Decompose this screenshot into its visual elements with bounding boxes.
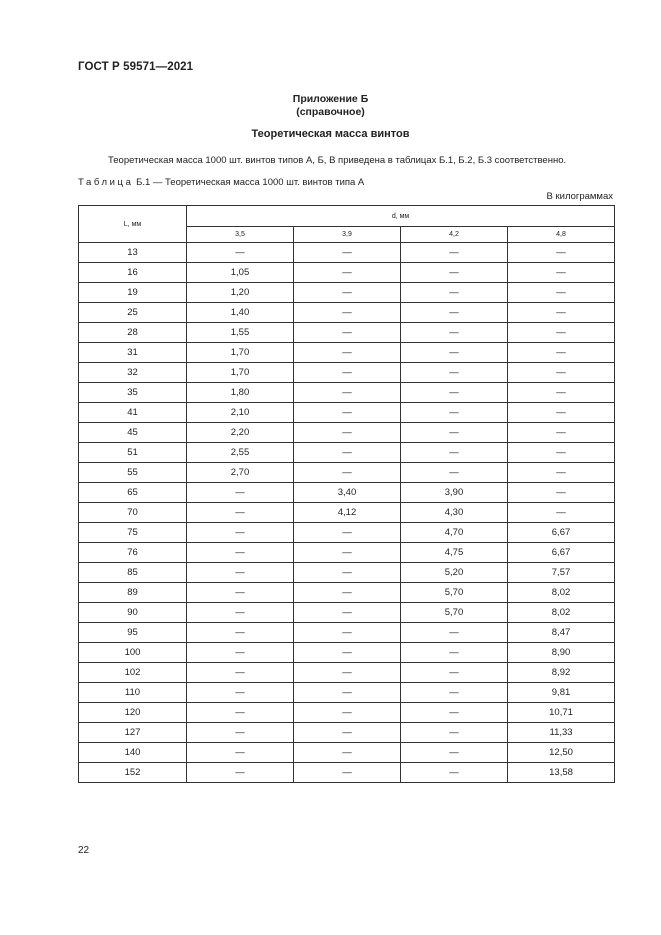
mass-cell: 8,92 bbox=[508, 663, 615, 683]
mass-cell: — bbox=[401, 683, 508, 703]
mass-cell: — bbox=[187, 543, 294, 563]
mass-cell: — bbox=[401, 703, 508, 723]
length-column-header: L, мм bbox=[79, 206, 187, 243]
length-cell: 51 bbox=[79, 443, 187, 463]
length-cell: 45 bbox=[79, 423, 187, 443]
mass-cell: — bbox=[294, 363, 401, 383]
mass-cell: — bbox=[508, 363, 615, 383]
mass-cell: — bbox=[294, 463, 401, 483]
mass-cell: — bbox=[294, 403, 401, 423]
section-title: Теоретическая масса винтов bbox=[251, 128, 410, 140]
mass-cell: — bbox=[508, 383, 615, 403]
mass-cell: — bbox=[294, 763, 401, 783]
mass-cell: — bbox=[294, 523, 401, 543]
mass-cell: 5,70 bbox=[401, 583, 508, 603]
length-cell: 32 bbox=[79, 363, 187, 383]
length-cell: 89 bbox=[79, 583, 187, 603]
mass-cell: — bbox=[401, 443, 508, 463]
table-row bbox=[79, 263, 615, 283]
diameter-group-header: d, мм bbox=[187, 206, 615, 227]
table-row bbox=[79, 303, 615, 323]
mass-cell: 5,20 bbox=[401, 563, 508, 583]
length-cell: 25 bbox=[79, 303, 187, 323]
mass-cell: 6,67 bbox=[508, 543, 615, 563]
mass-cell: 1,70 bbox=[187, 343, 294, 363]
length-cell: 95 bbox=[79, 623, 187, 643]
mass-cell: 2,55 bbox=[187, 443, 294, 463]
length-cell: 35 bbox=[79, 383, 187, 403]
standard-number: ГОСТ Р 59571—2021 bbox=[78, 61, 194, 73]
page-number: 22 bbox=[78, 845, 90, 856]
mass-cell: — bbox=[508, 343, 615, 363]
length-cell: 13 bbox=[79, 243, 187, 263]
mass-cell: — bbox=[401, 263, 508, 283]
mass-cell: — bbox=[508, 303, 615, 323]
mass-cell: 2,20 bbox=[187, 423, 294, 443]
table-caption-text: Б.1 — Теоретическая масса 1000 шт. винтов типа А bbox=[133, 177, 365, 188]
mass-cell: 7,57 bbox=[508, 563, 615, 583]
mass-cell: — bbox=[187, 503, 294, 523]
mass-cell: 12,50 bbox=[508, 743, 615, 763]
table-row bbox=[79, 483, 615, 503]
table-caption-label: Таблица bbox=[78, 177, 134, 188]
mass-cell: 8,02 bbox=[508, 583, 615, 603]
length-cell: 16 bbox=[79, 263, 187, 283]
mass-cell: — bbox=[401, 403, 508, 423]
diameter-header: 4,8 bbox=[508, 227, 615, 243]
mass-cell: — bbox=[294, 723, 401, 743]
table-row bbox=[79, 603, 615, 623]
mass-cell: — bbox=[294, 603, 401, 623]
mass-cell: 3,90 bbox=[401, 483, 508, 503]
mass-cell: 4,75 bbox=[401, 543, 508, 563]
mass-cell: — bbox=[508, 463, 615, 483]
mass-cell: — bbox=[294, 263, 401, 283]
mass-cell: 9,81 bbox=[508, 683, 615, 703]
table-header-row bbox=[79, 206, 615, 227]
mass-cell: 1,40 bbox=[187, 303, 294, 323]
mass-cell: — bbox=[294, 443, 401, 463]
mass-cell: 3,40 bbox=[294, 483, 401, 503]
mass-cell: — bbox=[401, 423, 508, 443]
table-row bbox=[79, 423, 615, 443]
table-body bbox=[79, 243, 615, 783]
mass-cell: 8,47 bbox=[508, 623, 615, 643]
mass-cell: 2,10 bbox=[187, 403, 294, 423]
mass-cell: 8,02 bbox=[508, 603, 615, 623]
diameter-header: 3,9 bbox=[294, 227, 401, 243]
table-row bbox=[79, 563, 615, 583]
mass-cell: — bbox=[294, 563, 401, 583]
table-row bbox=[79, 443, 615, 463]
mass-cell: 8,90 bbox=[508, 643, 615, 663]
length-cell: 102 bbox=[79, 663, 187, 683]
table-row bbox=[79, 403, 615, 423]
mass-cell: — bbox=[187, 583, 294, 603]
mass-cell: — bbox=[508, 323, 615, 343]
length-cell: 76 bbox=[79, 543, 187, 563]
mass-cell: — bbox=[187, 663, 294, 683]
table-row bbox=[79, 683, 615, 703]
length-cell: 28 bbox=[79, 323, 187, 343]
mass-cell: — bbox=[401, 343, 508, 363]
table-row bbox=[79, 543, 615, 563]
mass-cell: 2,70 bbox=[187, 463, 294, 483]
length-cell: 100 bbox=[79, 643, 187, 663]
mass-cell: — bbox=[508, 263, 615, 283]
mass-cell: — bbox=[294, 323, 401, 343]
mass-cell: — bbox=[401, 663, 508, 683]
mass-cell: — bbox=[187, 643, 294, 663]
mass-cell: — bbox=[401, 463, 508, 483]
mass-cell: — bbox=[294, 583, 401, 603]
mass-cell: — bbox=[187, 523, 294, 543]
mass-cell: — bbox=[401, 243, 508, 263]
length-cell: 41 bbox=[79, 403, 187, 423]
mass-cell: 4,30 bbox=[401, 503, 508, 523]
mass-cell: — bbox=[401, 743, 508, 763]
mass-cell: — bbox=[401, 643, 508, 663]
table-row bbox=[79, 283, 615, 303]
length-cell: 90 bbox=[79, 603, 187, 623]
mass-cell: 5,70 bbox=[401, 603, 508, 623]
mass-cell: 11,33 bbox=[508, 723, 615, 743]
length-cell: 85 bbox=[79, 563, 187, 583]
mass-cell: — bbox=[401, 723, 508, 743]
mass-cell: — bbox=[187, 763, 294, 783]
mass-cell: — bbox=[187, 623, 294, 643]
mass-cell: — bbox=[508, 483, 615, 503]
table-row bbox=[79, 623, 615, 643]
mass-cell: — bbox=[187, 603, 294, 623]
length-cell: 19 bbox=[79, 283, 187, 303]
screw-mass-table bbox=[78, 205, 615, 783]
mass-cell: — bbox=[294, 643, 401, 663]
table-row bbox=[79, 723, 615, 743]
mass-cell: — bbox=[401, 283, 508, 303]
length-cell: 75 bbox=[79, 523, 187, 543]
mass-cell: — bbox=[508, 423, 615, 443]
mass-cell: — bbox=[294, 383, 401, 403]
mass-cell: — bbox=[401, 383, 508, 403]
table-row bbox=[79, 583, 615, 603]
mass-cell: — bbox=[401, 763, 508, 783]
diameter-header: 3,5 bbox=[187, 227, 294, 243]
length-cell: 55 bbox=[79, 463, 187, 483]
mass-cell: 10,71 bbox=[508, 703, 615, 723]
mass-cell: — bbox=[294, 243, 401, 263]
length-cell: 31 bbox=[79, 343, 187, 363]
mass-cell: — bbox=[187, 483, 294, 503]
mass-cell: — bbox=[187, 743, 294, 763]
mass-cell: — bbox=[508, 503, 615, 523]
mass-cell: 13,58 bbox=[508, 763, 615, 783]
mass-cell: — bbox=[294, 623, 401, 643]
length-cell: 127 bbox=[79, 723, 187, 743]
diameter-header: 4,2 bbox=[401, 227, 508, 243]
mass-cell: — bbox=[294, 423, 401, 443]
table-row bbox=[79, 663, 615, 683]
table-row bbox=[79, 363, 615, 383]
table-caption bbox=[78, 177, 364, 188]
appendix-title: Приложение Б bbox=[292, 93, 369, 105]
mass-cell: — bbox=[294, 703, 401, 723]
mass-cell: — bbox=[187, 563, 294, 583]
units-note: В килограммах bbox=[546, 191, 613, 202]
table-row bbox=[79, 343, 615, 363]
table-row bbox=[79, 643, 615, 663]
mass-cell: — bbox=[294, 683, 401, 703]
mass-cell: — bbox=[508, 443, 615, 463]
mass-cell: — bbox=[401, 623, 508, 643]
mass-cell: 1,55 bbox=[187, 323, 294, 343]
mass-cell: — bbox=[187, 703, 294, 723]
mass-cell: — bbox=[508, 403, 615, 423]
length-cell: 140 bbox=[79, 743, 187, 763]
mass-cell: — bbox=[294, 743, 401, 763]
mass-cell: — bbox=[187, 243, 294, 263]
mass-cell: — bbox=[401, 323, 508, 343]
mass-cell: — bbox=[294, 343, 401, 363]
length-cell: 65 bbox=[79, 483, 187, 503]
table-row bbox=[79, 463, 615, 483]
mass-cell: — bbox=[187, 683, 294, 703]
mass-cell: 1,20 bbox=[187, 283, 294, 303]
mass-cell: 1,70 bbox=[187, 363, 294, 383]
mass-cell: 1,05 bbox=[187, 263, 294, 283]
table-row bbox=[79, 243, 615, 263]
table-row bbox=[79, 503, 615, 523]
length-cell: 120 bbox=[79, 703, 187, 723]
mass-cell: — bbox=[508, 243, 615, 263]
length-cell: 152 bbox=[79, 763, 187, 783]
mass-cell: 4,12 bbox=[294, 503, 401, 523]
mass-cell: 1,80 bbox=[187, 383, 294, 403]
mass-cell: — bbox=[294, 283, 401, 303]
table-row bbox=[79, 323, 615, 343]
appendix-kind: (справочное) bbox=[296, 106, 365, 118]
table-row bbox=[79, 703, 615, 723]
mass-cell: — bbox=[294, 303, 401, 323]
mass-cell: — bbox=[294, 663, 401, 683]
mass-cell: — bbox=[294, 543, 401, 563]
table-row bbox=[79, 523, 615, 543]
table-row bbox=[79, 743, 615, 763]
table-row bbox=[79, 763, 615, 783]
intro-paragraph: Теоретическая масса 1000 шт. винтов типов А, Б, В приведена в таблицах Б.1, Б.2, Б.3 соответственно. bbox=[108, 155, 567, 166]
length-cell: 70 bbox=[79, 503, 187, 523]
length-cell: 110 bbox=[79, 683, 187, 703]
mass-cell: — bbox=[187, 723, 294, 743]
mass-cell: — bbox=[401, 303, 508, 323]
mass-cell: 6,67 bbox=[508, 523, 615, 543]
table-row bbox=[79, 383, 615, 403]
mass-cell: — bbox=[508, 283, 615, 303]
mass-cell: — bbox=[401, 363, 508, 383]
mass-cell: 4,70 bbox=[401, 523, 508, 543]
